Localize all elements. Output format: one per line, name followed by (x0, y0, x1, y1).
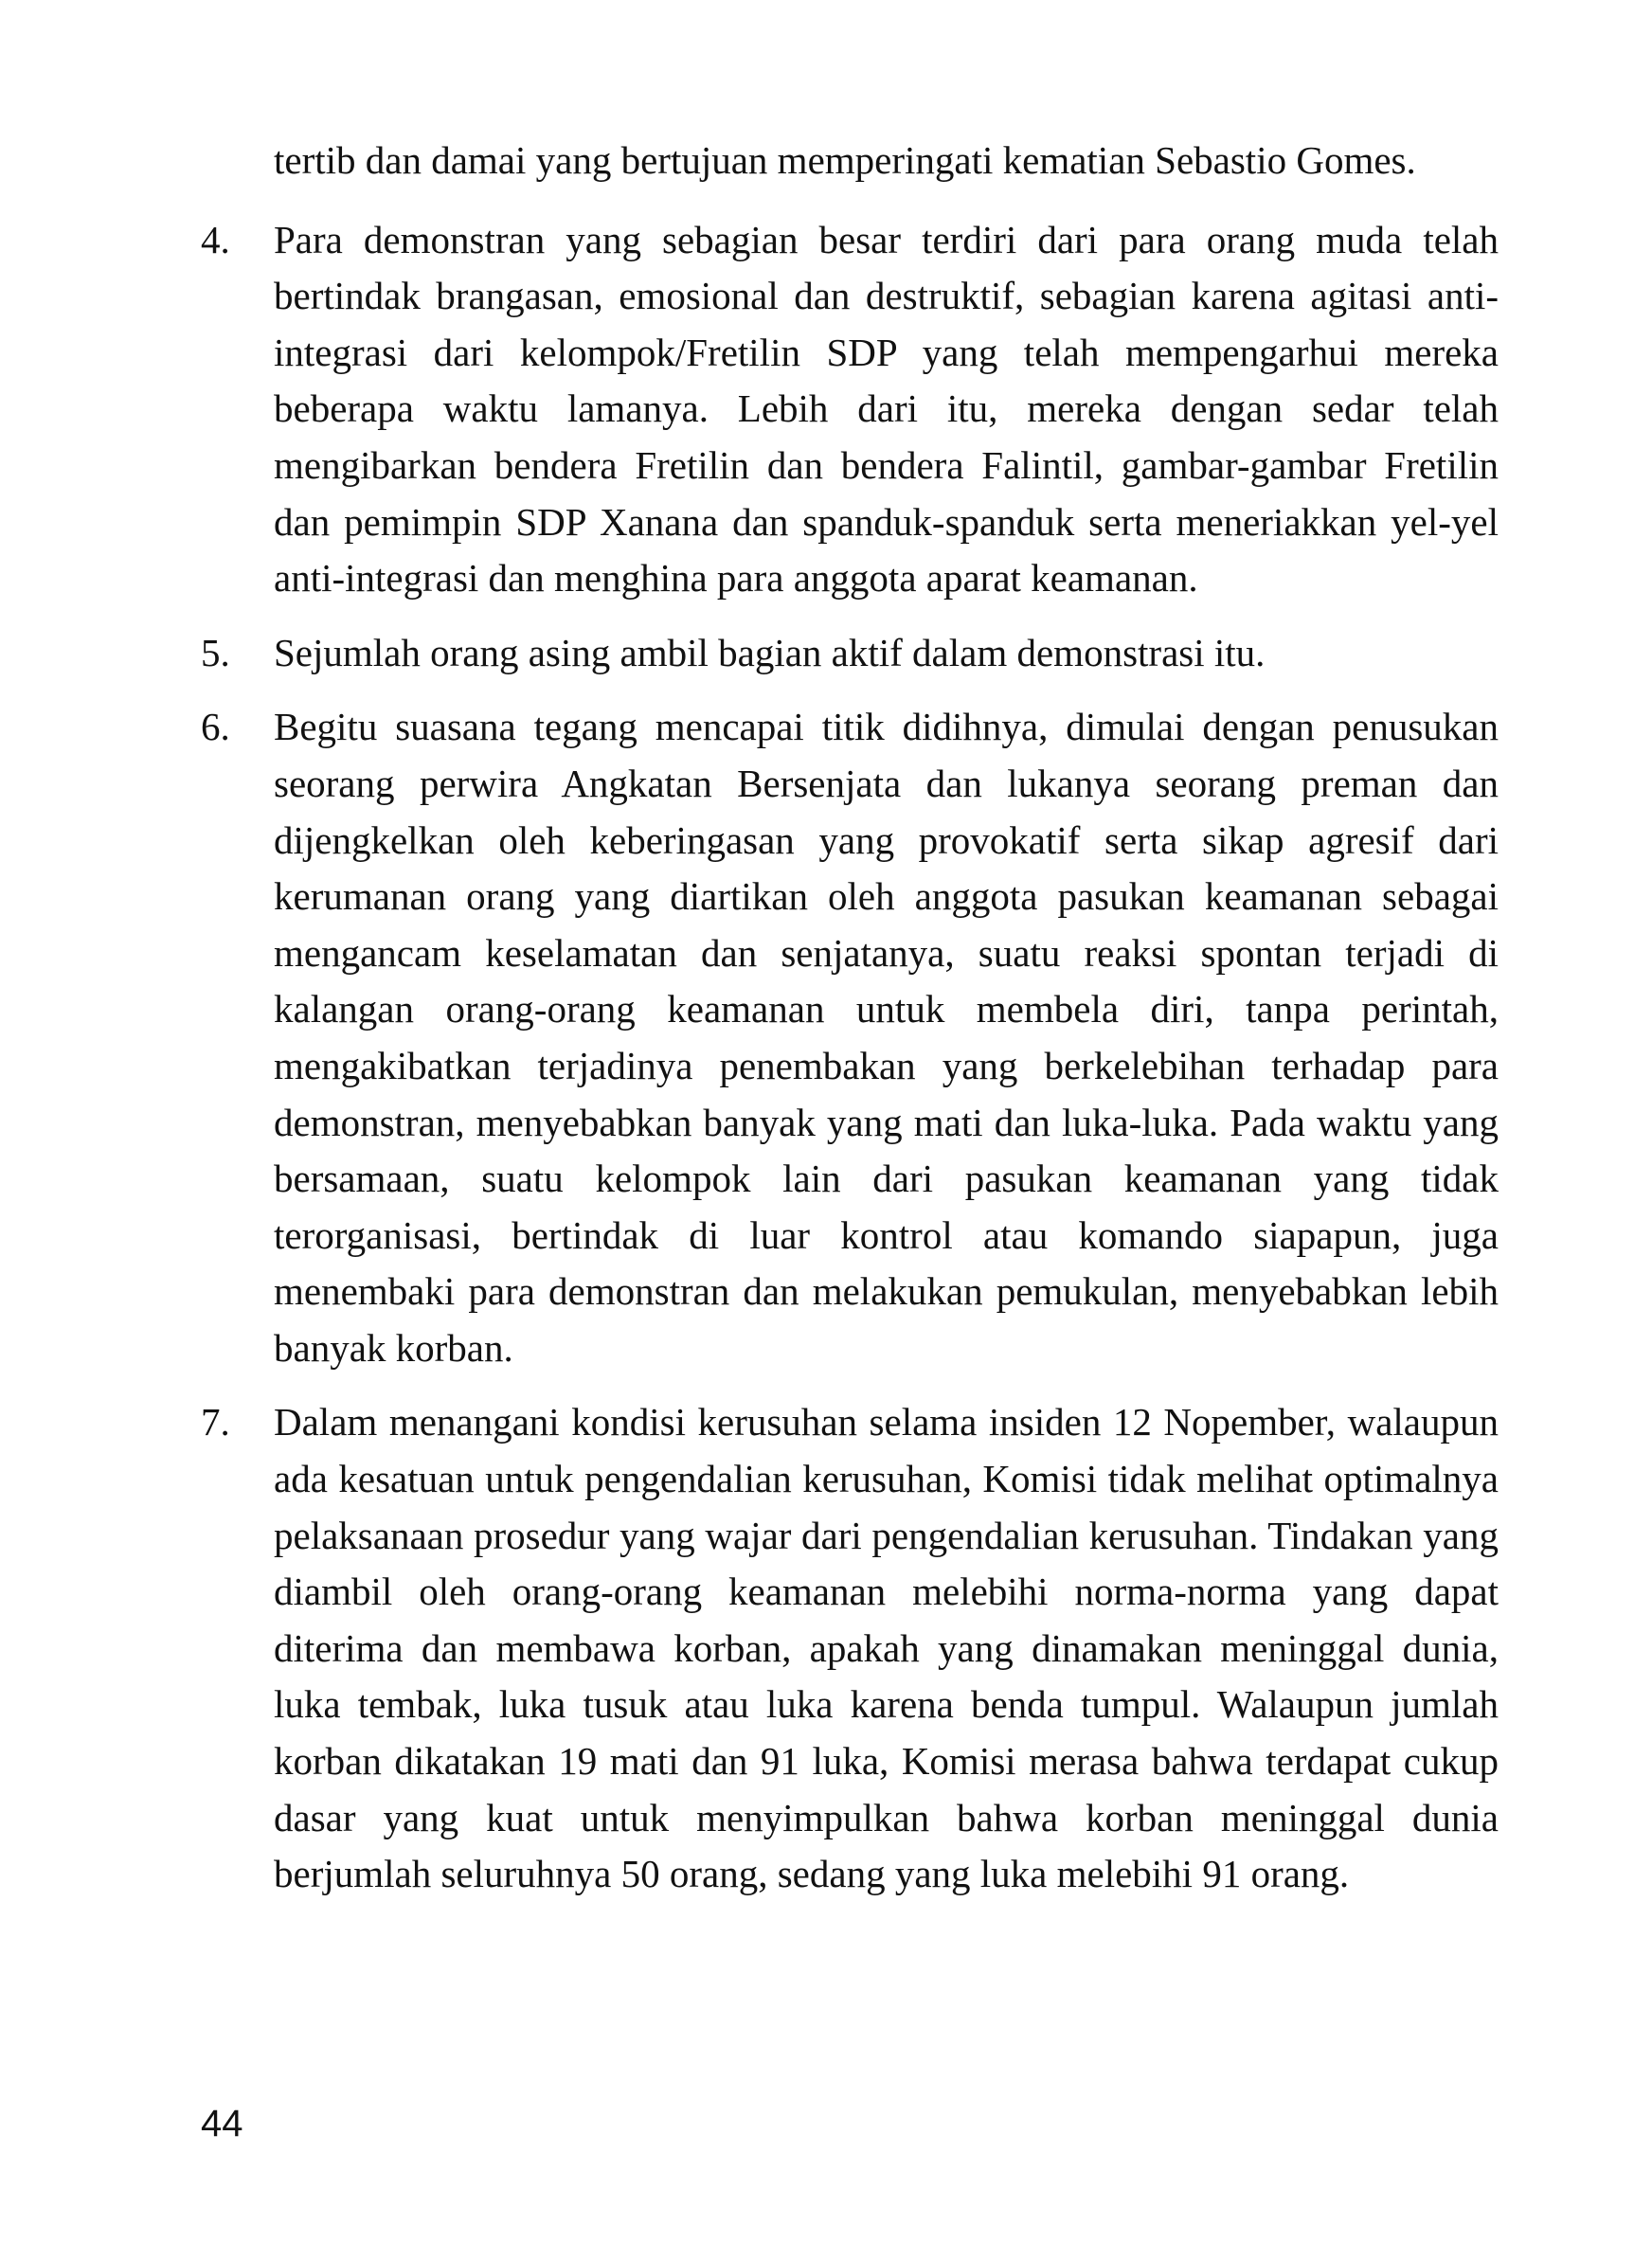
list-item-7 (201, 1394, 1499, 1902)
list-item-4 (201, 212, 1499, 607)
list-item-text: Sejumlah orang asing ambil bagian aktif dalam demonstrasi itu. (274, 630, 1266, 674)
list-number: 5. (201, 630, 230, 674)
list-item-6 (201, 699, 1499, 1376)
list-item-5 (201, 625, 1499, 682)
list-item-text: Para demonstran yang sebagian besar terdiri dari para orang muda telah bertindak brangasan, emosional dan destruktif, sebagian karena agitasi anti-integrasi dari kelompok/Fretilin SDP yang telah mempengarhui mereka beberapa waktu lamanya. Lebih dari itu, mereka dengan sedar telah mengibarkan bendera Fretilin dan bendera Falintil, gambar-gambar Fretilin dan pemimpin SDP Xanana dan spanduk-spanduk serta meneriakkan yel-yel anti-integrasi dan menghina para anggota aparat keamanan. (274, 217, 1499, 601)
list-item-text: Begitu suasana tegang mencapai titik didihnya, dimulai dengan penusukan seorang perwira Angkatan Bersenjata dan lukanya seorang preman dan dijengkelkan oleh keberingasan yang provokatif serta sikap agresif dari kerumanan orang yang diartikan oleh anggota pasukan keamanan sebagai mengancam keselamatan dan senjatanya, suatu reaksi spontan terjadi di kalangan orang-orang keamanan untuk membela diri, tanpa perintah, mengakibatkan terjadinya penembakan yang berkelebihan terhadap para demonstran, menyebabkan banyak yang mati dan luka-luka. Pada waktu yang bersamaan, suatu kelompok lain dari pasukan keamanan yang tidak terorganisasi, bertindak di luar kontrol atau komando siapapun, juga menembaki para demonstran dan melakukan pemukulan, menyebabkan lebih banyak korban. (274, 705, 1499, 1370)
list-number: 6. (201, 705, 230, 749)
body-text (201, 133, 1499, 1921)
list-number: 4. (201, 217, 230, 261)
list-item-text: Dalam menangani kondisi kerusuhan selama insiden 12 Nopember, walaupun ada kesatuan untuk pengendalian kerusuhan, Komisi tidak melihat optimalnya pelaksanaan prosedur yang wajar dari pengendalian kerusuhan. Tindakan yang diambil oleh orang-orang keamanan melebihi norma-norma yang dapat diterima dan membawa korban, apakah yang dinamakan meninggal dunia, luka tembak, luka tusuk atau luka karena benda tumpul. Walaupun jumlah korban dikatakan 19 mati dan 91 luka, Komisi merasa bahwa terdapat cukup dasar yang kuat untuk menyimpulkan bahwa korban meninggal dunia berjumlah seluruhnya 50 orang, sedang yang luka melebihi 91 orang. (274, 1400, 1499, 1896)
list-number: 7. (201, 1400, 230, 1444)
continuation-paragraph: tertib dan damai yang bertujuan memperingati kematian Sebastio Gomes. (274, 138, 1416, 182)
page-number: 44 (201, 2103, 243, 2144)
